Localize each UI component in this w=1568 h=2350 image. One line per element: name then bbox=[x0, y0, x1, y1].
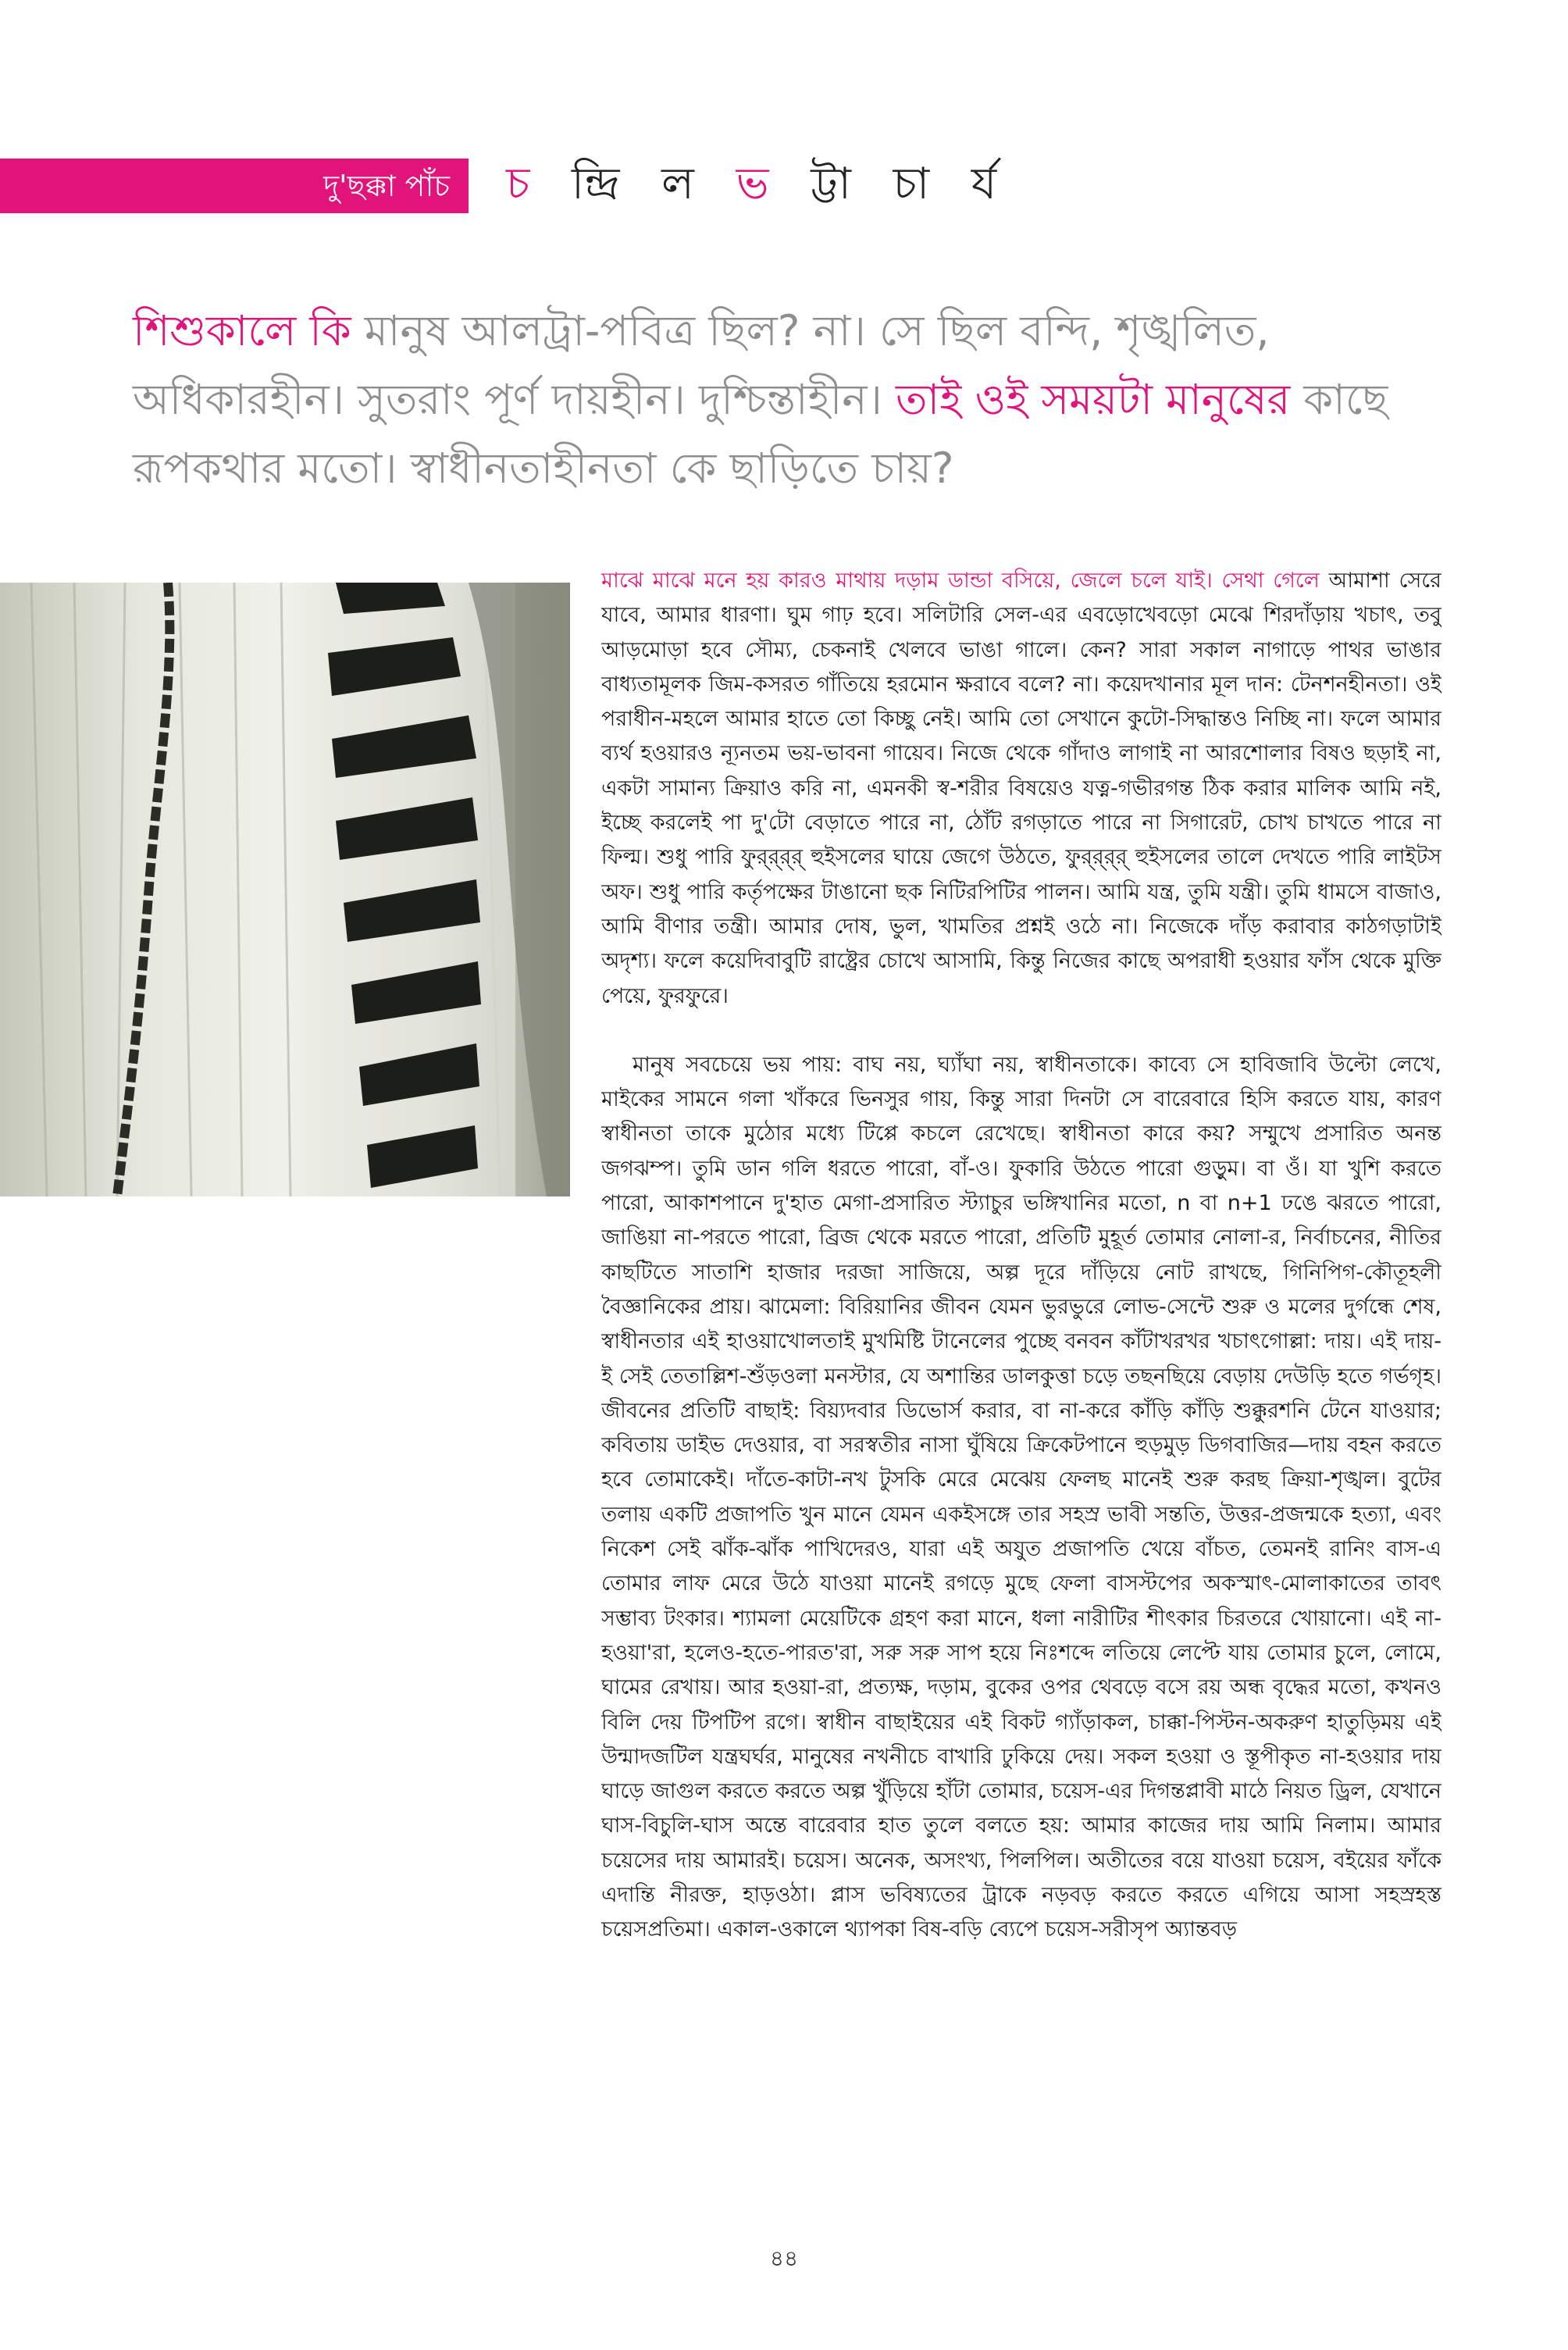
pull-quote bbox=[133, 297, 1460, 503]
lead-in-text: মাঝে মাঝে মনে হয় কারও মাথায় দড়াম ডান্ডা বসিয়ে, জেলে চলে যাই। সেথা গেলে bbox=[601, 569, 1320, 593]
pull-quote-text-2: কাছে রূপকথার মতো। স্বাধীনতাহীনতা কে ছাড়িতে চায়? bbox=[133, 375, 1388, 493]
section-label-band bbox=[0, 159, 469, 213]
pull-quote-highlight-2: তাই ওই সময়টা মানুষের bbox=[896, 375, 1291, 424]
author-name bbox=[506, 153, 1010, 216]
author-surname-rest: ট্টা চা র্য bbox=[811, 159, 1011, 209]
body-paragraph bbox=[601, 564, 1441, 1014]
author-initial-2: ভ bbox=[736, 159, 783, 209]
paragraph-text: আমাশা সেরে যাবে, আমার ধারণা। ঘুম গাঢ় হবে। সলিটারি সেল-এর এবড়োখেবড়ো মেঝে শিরদাঁড়ায় খচাৎ, তবু আড়মোড়া হবে সৌম্য, চেকনাই খেলবে ভাঙা গালে। কেন? সারা সকাল নাগাড়ে পাথর ভাঙার বাধ্যতামূলক জিম-কসরত গাঁতিয়ে হরমোন ক্ষরাবে বলে? না। কয়েদখানার মূল দান: টেনশনহীনতা। ওই পরাধীন-মহলে আমার হাতে তো কিচ্ছু নেই। আমি তো সেখানে কুটো-সিদ্ধান্তও নিচ্ছি না। ফলে আমার ব্যর্থ হওয়ারও ন্যূনতম ভয়-ভাবনা গায়েব। নিজে থেকে গাঁদাও লাগাই না আরশোলার বিষও ছড়াই না, একটা সামান্য ক্রিয়াও করি না, এমনকী স্ব-শরীর বিষয়েও যত্ন-গভীরগন্ত ঠিক করার মালিক আমি নই, ইচ্ছে করলেই পা দু'টো বেড়াতে পারে না, ঠোঁট রগড়াতে পারে না সিগারেট, চোখ চাখতে পারে না ফিল্ম। শুধু পারি ফুর্‌র্‌র্‌র্‌ হুইসলের ঘায়ে জেগে উঠতে, ফুর্‌র্‌র্‌র্‌ হুইসলের তালে দেখতে পারি লাইটস অফ। শুধু পারি কর্তৃপক্ষের টাঙানো ছক নিটিরপিটির পালন। আমি যন্ত্র, তুমি যন্ত্রী। তুমি ধামসে বাজাও, আমি বীণার তন্ত্রী। আমার দোষ, ভুল, খামতির প্রশ্নই ওঠে না। নিজেকে দাঁড় করাবার কাঠগড়াটাই অদৃশ্য। ফলে কয়েদিবাবুটি রাষ্ট্রের চোখে আসামি, কিন্তু নিজের কাছে অপরাধী হওয়ার ফাঁস থেকে মুক্তি পেয়ে, ফুরফুরে। bbox=[601, 569, 1441, 1008]
article-body bbox=[601, 564, 1441, 2204]
body-paragraph: মানুষ সবচেয়ে ভয় পায়: বাঘ নয়, ঘ্যাঁঘা নয়, স্বাধীনতাকে। কাব্যে সে হাবিজাবি উল্টো লেখে, মাইকের সামনে গলা খাঁকরে ভিনসুর গায়, কিন্তু সারা দিনটা সে বারেবারে হিসি করতে যায়, কারণ স্বাধীনতা তাকে মুঠোর মধ্যে টিপ্পে কচলে রেখেছে। স্বাধীনতা কারে কয়? সম্মুখে প্রসারিত অনন্ত জগঝম্প। তুমি ডান গলি ধরতে পারো, বাঁ-ও। ফুকারি উঠতে পারো গুড়ুম। বা ওঁ। যা খুশি করতে পারো, আকাশপানে দু'হাত মেগা-প্রসারিত স্ট্যাচুর ভঙ্গিখানির মতো, n বা n+1 ঢঙে ঝরতে পারো, জাঙিয়া না-পরতে পারো, ব্রিজ থেকে মরতে পারো, প্রতিটি মুহূর্ত তোমার নোলা-র, নির্বাচনের, নীতির কাছটিতে সাতাশি হাজার দরজা সাজিয়ে, অল্প দূরে দাঁড়িয়ে নোট রাখছে, গিনিপিগ-কৌতূহলী বৈজ্ঞানিকের প্রায়। ঝামেলা: বিরিয়ানির জীবন যেমন ভুরভুরে লোভ-সেন্টে শুরু ও মলের দুর্গন্ধে শেষ, স্বাধীনতার এই হাওয়াখোলতাই মুখমিষ্টি টানেলের পুচ্ছে বনবন কাঁটাখরখর খচাৎগোল্লা: দায়। এই দায়-ই সেই তেতাল্লিশ-শুঁড়ওলা মনস্টার, যে অশান্তির ডালকুত্তা চড়ে তছনছিয়ে বেড়ায় দেউড়ি হতে গর্ভগৃহ। জীবনের প্রতিটি বাছাই: বিয়্যদবার ডিভোর্স করার, বা না-করে কাঁড়ি কাঁড়ি শুক্কুরশনি টেনে যাওয়ার; কবিতায় ডাইভ দেওয়ার, বা সরস্বতীর নাসা ঘুঁষিয়ে ক্রিকেটপানে হুড়মুড় ডিগবাজির—দায় বহন করতে হবে তোমাকেই। দাঁতে-কাটা-নখ টুসকি মেরে মেঝেয় ফেলছ মানেই শুরু করছ ক্রিয়া-শৃঙ্খল। বুটের তলায় একটি প্রজাপতি খুন মানে যেমন একইসঙ্গে তার সহস্র ভাবী সন্ততি, উত্তর-প্রজন্মকে হত্যা, এবং নিকেশ সেই ঝাঁক-ঝাঁক পাখিদেরও, যারা এই অযুত প্রজাপতি খেয়ে বাঁচত, তেমনই রানিং বাস-এ তোমার লাফ মেরে উঠে যাওয়া মানেই রগড়ে মুছে ফেলা বাসস্টপের অকস্মাৎ-মোলাকাতের তাবৎ সম্ভাব্য টংকার। শ্যামলা মেয়েটিকে গ্রহণ করা মানে, ধলা নারীটির শীৎকার চিরতরে খোয়ানো। এই না-হওয়া'রা, হলেও-হতে-পারত'রা, সরু সরু সাপ হয়ে নিঃশব্দে লতিয়ে লেপ্টে যায় তোমার চুলে, লোমে, ঘামের রেখায়। আর হওয়া-রা, প্রত্যক্ষ, দড়াম, বুকের ওপর থেবড়ে বসে রয় অন্ধ বৃদ্ধের মতো, কখনও বিলি দেয় টিপটিপ রগে। স্বাধীন বাছাইয়ের এই বিকট গ্যাঁড়াকল, চাক্কা-পিস্টন-অকরুণ হাতুড়িময় এই উন্মাদজটিল যন্ত্রঘর্ঘর, মানুষের নখনীচে বাখারি ঢুকিয়ে দেয়। সকল হওয়া ও স্তূপীকৃত না-হওয়ার দায় ঘাড়ে জাগুল করতে করতে অল্প খুঁড়িয়ে হাঁটা তোমার, চয়েস-এর দিগন্তপ্লাবী মাঠে নিয়ত ড্রিল, যেখানে ঘাস-বিচুলি-ঘাস অন্তে বারেবার হাত তুলে বলতে হয়: আমার কাজের দায় আমি নিলাম। আমার চয়েসের দায় আমারই। চয়েস। অনেক, অসংখ্য, পিলপিল। অতীতের বয়ে যাওয়া চয়েস, বইয়ের ফাঁকে এদান্তি নীরক্ত, হাড়ওঠা। প্লাস ভবিষ্যতের ট্রাকে নড়বড় করতে করতে এগিয়ে আসা সহস্রহস্ত চয়েসপ্রতিমা। একাল-ওকালে থ্যাপকা বিষ-বড়ি ব্যেপে চয়েস-সরীসৃপ অ্যান্তবড় bbox=[601, 1052, 1441, 1942]
pull-quote-text-1: মানুষ আলট্রা-পবিত্র ছিল? না। সে ছিল বন্দি, শৃঙ্খলিত, অধিকারহীন। সুতরাং পূর্ণ দায়হীন। দুশ্চিন্তাহীন। bbox=[133, 306, 1270, 424]
author-initial-1: চ bbox=[506, 159, 544, 209]
pull-quote-highlight-1: শিশুকালে কি bbox=[133, 306, 351, 355]
striped-fabric-illustration bbox=[0, 583, 570, 1196]
page-number: ৪৪ bbox=[769, 2245, 799, 2271]
author-first-name-rest: ন্দ্রি ল bbox=[572, 159, 708, 209]
section-label: দু'ছক্কা পাঁচ bbox=[323, 169, 450, 203]
